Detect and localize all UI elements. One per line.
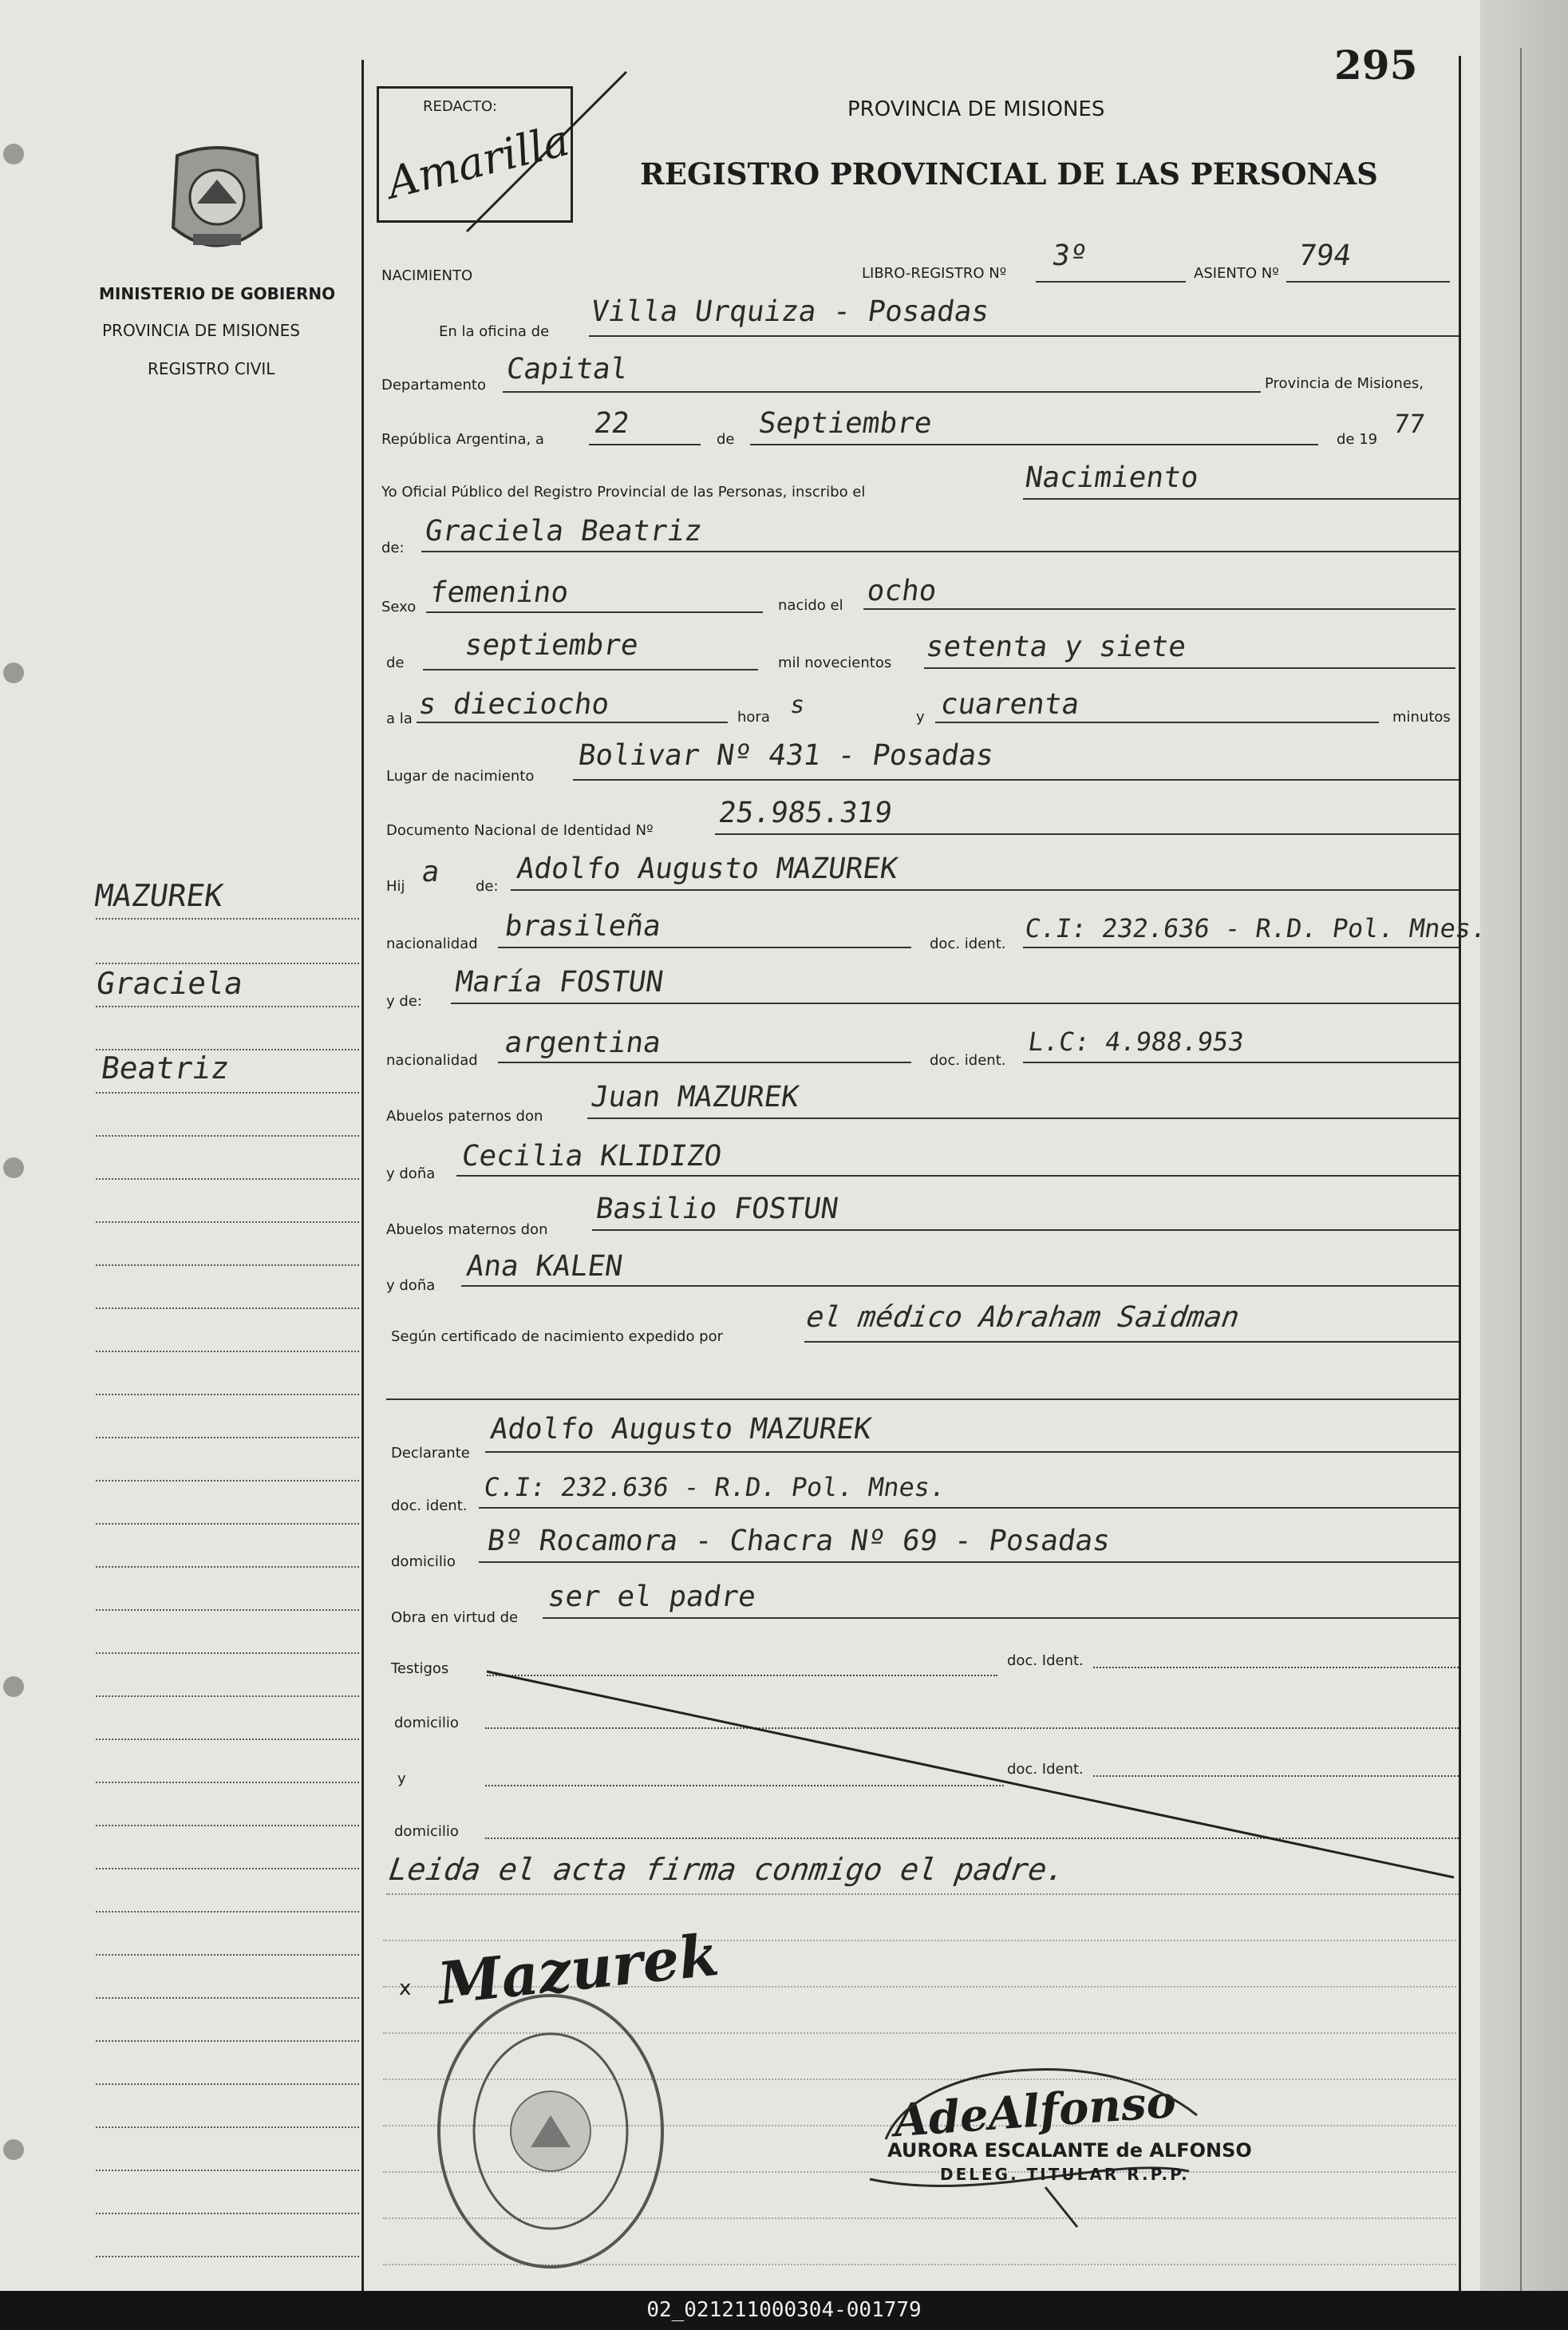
binding-hole bbox=[3, 1157, 24, 1178]
ministry-name: MINISTERIO DE GOBIERNO bbox=[99, 284, 336, 303]
file-caption: 02_021211000304-001779 bbox=[0, 2291, 1568, 2330]
underline bbox=[423, 669, 758, 671]
underline bbox=[417, 722, 728, 723]
libro-value: 3º bbox=[1050, 239, 1090, 272]
underline bbox=[503, 391, 1261, 393]
margin-dotted-line bbox=[96, 2126, 359, 2128]
underline bbox=[498, 1062, 911, 1063]
sexo-value: femenino bbox=[428, 576, 571, 609]
father-signature: Mazurek bbox=[434, 1920, 722, 2018]
margin-dotted-line bbox=[96, 1868, 359, 1869]
margin-dotted-line bbox=[96, 1006, 359, 1007]
mes-value: Septiembre bbox=[756, 407, 934, 440]
underline bbox=[592, 1229, 1459, 1231]
underline bbox=[1023, 1062, 1459, 1063]
leida-line: Leida el acta firma conmigo el padre. bbox=[386, 1852, 1068, 1887]
underline bbox=[421, 551, 1459, 552]
margin-dotted-line bbox=[96, 2083, 359, 2085]
hora-value: s dieciocho bbox=[417, 688, 612, 721]
padre-nacionalidad: brasileña bbox=[503, 910, 663, 943]
binding-hole bbox=[3, 663, 24, 683]
margin-dotted-line bbox=[96, 2040, 359, 2042]
mes-nac-value: septiembre bbox=[463, 629, 641, 662]
margin-dotted-line bbox=[96, 1394, 359, 1395]
underline bbox=[461, 1285, 1459, 1287]
margin-dotted-line bbox=[96, 963, 359, 964]
de-label: de bbox=[717, 431, 735, 448]
doc-ident-label: doc. ident. bbox=[930, 1052, 1006, 1069]
underline bbox=[587, 1118, 1459, 1119]
doc-ident-label: doc. Ident. bbox=[1007, 1761, 1084, 1778]
provincia-suffix: Provincia de Misiones, bbox=[1265, 375, 1424, 392]
underline bbox=[479, 1561, 1459, 1563]
horas-label: hora bbox=[737, 709, 770, 726]
mil-label: mil novecientos bbox=[778, 655, 892, 671]
abuela-materna: Ana KALEN bbox=[464, 1250, 625, 1283]
dni-value: 25.985.319 bbox=[717, 797, 895, 829]
margin-line bbox=[361, 60, 364, 2291]
page-number: 295 bbox=[1334, 42, 1418, 89]
header-province: PROVINCIA DE MISIONES bbox=[847, 97, 1105, 121]
de2-label: de bbox=[386, 655, 405, 671]
asiento-value: 794 bbox=[1297, 239, 1353, 272]
binding-hole bbox=[3, 1676, 24, 1697]
underline bbox=[543, 1617, 1459, 1619]
hijo-label: Hij bbox=[386, 878, 405, 895]
madre-nacionalidad: argentina bbox=[503, 1027, 663, 1059]
margin-dotted-line bbox=[96, 1178, 359, 1180]
underline bbox=[804, 1341, 1459, 1343]
domicilio-label: domicilio bbox=[391, 1553, 456, 1570]
underline bbox=[935, 722, 1379, 723]
office-province: PROVINCIA DE MISIONES bbox=[102, 321, 300, 340]
obra-label: Obra en virtud de bbox=[391, 1609, 519, 1626]
inscribo-value: Nacimiento bbox=[1023, 461, 1201, 494]
margin-dotted-line bbox=[96, 1135, 359, 1137]
testigos-label: Testigos bbox=[391, 1660, 449, 1677]
de-persona-label: de: bbox=[381, 540, 405, 556]
underline bbox=[1036, 281, 1186, 283]
redacto-label: REDACTO: bbox=[423, 98, 497, 115]
margin-note-middle: Beatriz bbox=[99, 1050, 232, 1086]
binding-hole bbox=[3, 144, 24, 164]
departamento-value: Capital bbox=[504, 353, 630, 386]
margin-dotted-line bbox=[96, 1739, 359, 1740]
sexo-label: Sexo bbox=[381, 599, 417, 615]
certificado-value: el médico Abraham Saidman bbox=[804, 1301, 1242, 1334]
underline bbox=[498, 947, 911, 948]
redacto-signature: Amarilla bbox=[381, 114, 575, 209]
underline bbox=[589, 444, 701, 445]
nacionalidad-label: nacionalidad bbox=[386, 936, 478, 952]
official-stamp bbox=[431, 1988, 670, 2275]
decl-doc-label: doc. ident. bbox=[391, 1497, 468, 1514]
margin-dotted-line bbox=[96, 1825, 359, 1826]
abuelo-paterno: Juan MAZUREK bbox=[589, 1081, 801, 1114]
margin-dotted-line bbox=[96, 1695, 359, 1697]
madre-value: María FOSTUN bbox=[453, 966, 666, 999]
binding-hole bbox=[3, 2139, 24, 2160]
nacido-value: ocho bbox=[865, 575, 939, 607]
domicilio2-label: domicilio bbox=[394, 1715, 459, 1731]
underline bbox=[456, 1175, 1459, 1177]
margin-dotted-line bbox=[96, 1782, 359, 1783]
redacto-strike-mark bbox=[459, 64, 634, 239]
hijo-value: a bbox=[420, 856, 442, 888]
departamento-label: Departamento bbox=[381, 377, 486, 394]
abuelos-maternos-label: Abuelos maternos don bbox=[386, 1221, 548, 1238]
doc-ident-label: doc. ident. bbox=[930, 936, 1006, 952]
underline bbox=[573, 779, 1459, 781]
header-title: REGISTRO PROVINCIAL DE LAS PERSONAS bbox=[640, 156, 1378, 192]
margin-note-surname: MAZUREK bbox=[93, 878, 226, 913]
domicilio-value: Bº Rocamora - Chacra Nº 69 - Posadas bbox=[485, 1525, 1113, 1557]
declarante-label: Declarante bbox=[391, 1445, 470, 1462]
asiento-label: ASIENTO Nº bbox=[1194, 265, 1279, 282]
margin-dotted-line bbox=[96, 1049, 359, 1050]
margin-dotted-line bbox=[96, 1523, 359, 1525]
officer-signature: AdeAlfonso bbox=[892, 2075, 1178, 2148]
anio-nac-value: setenta y siete bbox=[924, 631, 1188, 663]
margin-dotted-line bbox=[96, 1609, 359, 1611]
republica-label: República Argentina, a bbox=[381, 431, 544, 448]
margin-dotted-line bbox=[96, 1437, 359, 1438]
horas-suffix: s bbox=[788, 691, 807, 719]
hijo-de-label: de: bbox=[476, 878, 499, 895]
oficial-label: Yo Oficial Público del Registro Provincial de las Personas, inscribo el bbox=[381, 484, 866, 500]
doc-ident-label: doc. Ident. bbox=[1007, 1652, 1084, 1669]
dia-value: 22 bbox=[592, 407, 632, 440]
margin-dotted-line bbox=[96, 1954, 359, 1956]
margin-dotted-line bbox=[96, 1997, 359, 1999]
underline bbox=[1286, 281, 1450, 283]
margin-dotted-line bbox=[96, 1911, 359, 1913]
minutos-label: minutos bbox=[1392, 709, 1451, 726]
margin-dotted-line bbox=[96, 1351, 359, 1352]
minutos-value: cuarenta bbox=[938, 688, 1082, 721]
government-seal bbox=[161, 140, 273, 263]
margin-dotted-line bbox=[96, 918, 359, 920]
decl-doc-value: C.I: 232.636 - R.D. Pol. Mnes. bbox=[482, 1472, 948, 1502]
nacionalidad-label: nacionalidad bbox=[386, 1052, 478, 1069]
nacido-label: nacido el bbox=[778, 597, 843, 614]
dni-label: Documento Nacional de Identidad Nº bbox=[386, 822, 654, 839]
margin-dotted-line bbox=[96, 1652, 359, 1654]
underline bbox=[479, 1507, 1459, 1509]
page-edge bbox=[1480, 0, 1568, 2291]
office-registry: REGISTRO CIVIL bbox=[148, 359, 275, 378]
page-edge-line bbox=[1520, 48, 1522, 2291]
underline bbox=[1023, 498, 1459, 500]
margin-dotted-line bbox=[96, 1092, 359, 1094]
right-frame-line bbox=[1459, 56, 1461, 2291]
underline bbox=[924, 667, 1455, 669]
underline bbox=[511, 889, 1459, 891]
abuela-paterna: Cecilia KLIDIZO bbox=[460, 1140, 724, 1173]
declarante-value: Adolfo Augusto MAZUREK bbox=[488, 1413, 874, 1446]
margin-dotted-line bbox=[96, 2256, 359, 2257]
certificado-label: Según certificado de nacimiento expedido por bbox=[391, 1328, 724, 1345]
margin-dotted-line bbox=[96, 2170, 359, 2171]
y-de-label: y de: bbox=[386, 993, 422, 1010]
record-type: NACIMIENTO bbox=[381, 267, 473, 284]
margin-dotted-line bbox=[96, 1480, 359, 1481]
underline bbox=[750, 444, 1318, 445]
underline bbox=[451, 1003, 1459, 1004]
underline bbox=[1023, 947, 1459, 948]
underline bbox=[485, 1451, 1459, 1453]
lugar-value: Bolivar Nº 431 - Posadas bbox=[576, 739, 996, 772]
cancel-diagonal bbox=[479, 1660, 1460, 1884]
madre-doc: L.C: 4.988.953 bbox=[1026, 1027, 1246, 1057]
underline bbox=[589, 335, 1459, 337]
dona-label: y doña bbox=[386, 1277, 436, 1294]
domicilio3-label: domicilio bbox=[394, 1823, 459, 1840]
y-label: y bbox=[916, 709, 925, 726]
dotted-line bbox=[386, 1893, 1459, 1895]
libro-label: LIBRO-REGISTRO Nº bbox=[862, 265, 1007, 282]
margin-dotted-line bbox=[96, 1264, 359, 1266]
margin-dotted-line bbox=[96, 1221, 359, 1223]
dona-label: y doña bbox=[386, 1165, 436, 1182]
signature-x: x bbox=[399, 1976, 412, 2000]
oficina-value: Villa Urquiza - Posadas bbox=[589, 295, 992, 328]
hora-label: a la bbox=[386, 710, 413, 727]
underline bbox=[386, 1398, 1459, 1400]
underline bbox=[715, 833, 1459, 835]
margin-dotted-line bbox=[96, 2213, 359, 2214]
nombre-value: Graciela Beatriz bbox=[423, 515, 705, 548]
padre-doc: C.I: 232.636 - R.D. Pol. Mnes. bbox=[1023, 913, 1489, 943]
anio-value: 77 bbox=[1392, 409, 1427, 439]
padre-value: Adolfo Augusto MAZUREK bbox=[515, 852, 900, 885]
officer-title: DELEG. TITULAR R.P.P. bbox=[940, 2165, 1190, 2184]
oficina-label: En la oficina de bbox=[439, 323, 550, 340]
margin-note-name: Graciela bbox=[94, 966, 246, 1001]
obra-value: ser el padre bbox=[546, 1580, 758, 1613]
underline bbox=[426, 611, 763, 613]
abuelos-paternos-label: Abuelos paternos don bbox=[386, 1108, 543, 1125]
y2-label: y bbox=[397, 1770, 406, 1787]
lugar-label: Lugar de nacimiento bbox=[386, 768, 535, 785]
anio-label: de 19 bbox=[1337, 431, 1378, 448]
margin-dotted-line bbox=[96, 1566, 359, 1568]
abuelo-materno: Basilio FOSTUN bbox=[594, 1193, 841, 1225]
margin-dotted-line bbox=[96, 1307, 359, 1309]
officer-name: AURORA ESCALANTE de ALFONSO bbox=[887, 2139, 1252, 2162]
underline bbox=[863, 608, 1455, 610]
